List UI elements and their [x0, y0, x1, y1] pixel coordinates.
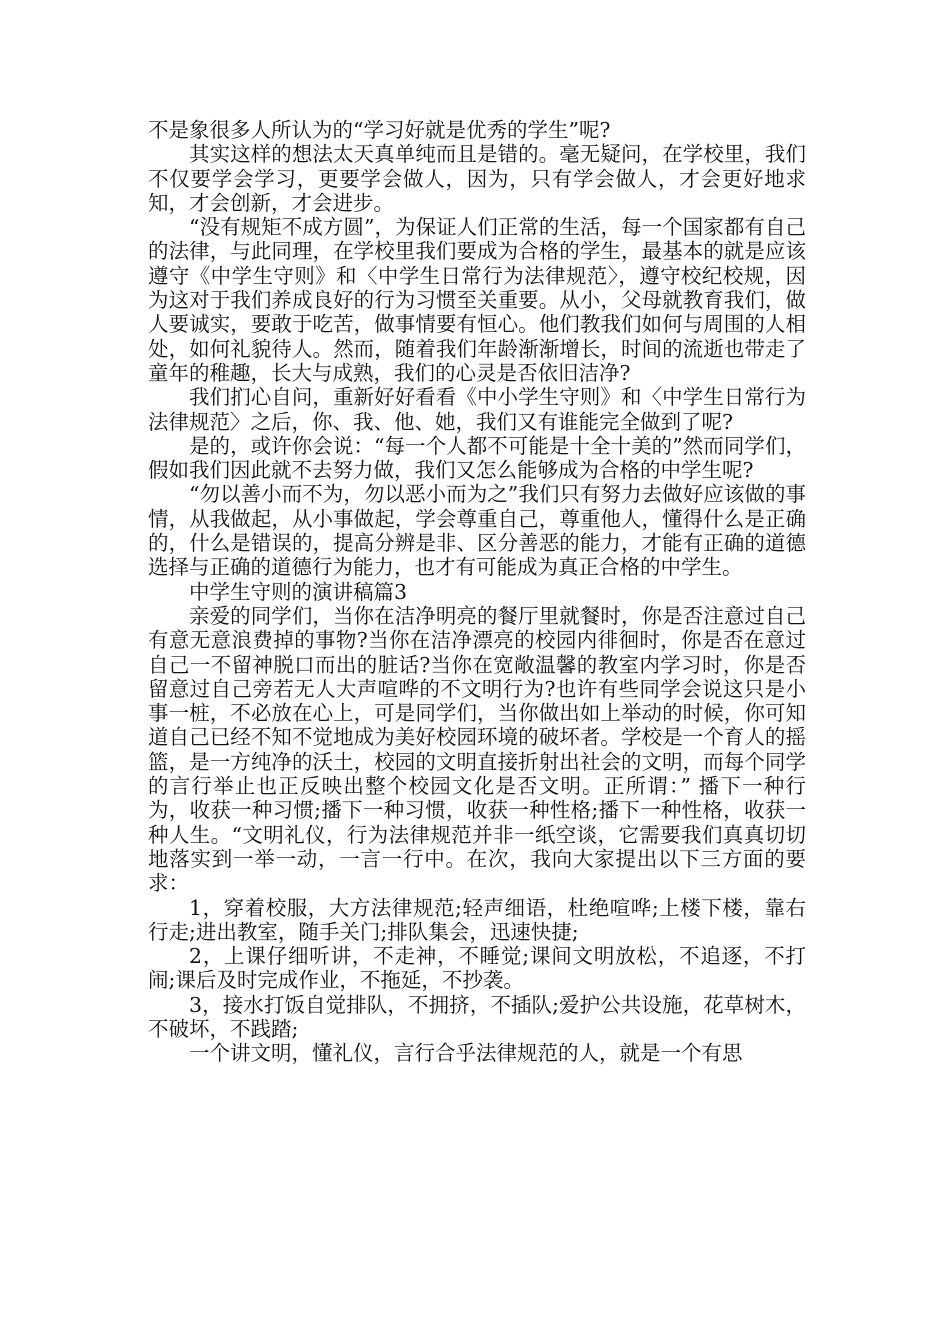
paragraph-dear-students: 亲爱的同学们，当你在洁净明亮的餐厅里就餐时，你是否注意过自己有意无意浪费掉的事物?当你在洁净漂亮的校园内徘徊时，你是否在意过自己一不留神脱口而出的脏话?当你在宽敞温馨的教室内学习时，你是否留意过自己旁若无人大声喧哗的不文明行为?也许有些同学会说这只是小事一桩，不必放在心上，可是同学们，当你做出如上举动的时候，你可知道自己已经不知不觉地成为美好校园环境的破坏者。学校是一个育人的摇篮，是一方纯净的沃土，校园的文明直接折射出社会的文明，而每个同学的言行举止也正反映出整个校园文化是否文明。正所谓：” 播下一种行为，收获一种习惯;播下一种习惯，收获一种性格;播下一种性格，收获一种人生。“文明礼仪，行为法律规范并非一纸空谈，它需要我们真真切切地落实到一举一动，一言一行中。在次，我向大家提出以下三方面的要求： — [148, 603, 806, 896]
list-item-2: 2，上课仔细听讲，不走神，不睡觉;课间文明放松，不追逐，不打闹;课后及时完成作业，不拖延，不抄袭。 — [148, 944, 806, 993]
section-heading: 中学生守则的演讲稿篇3 — [189, 579, 408, 604]
paragraph-continuation: 不是象很多人所认为的“学习好就是优秀的学生”呢? — [148, 118, 611, 142]
list-item-3: 3，接水打饭自觉排队，不拥挤，不插队;爱护公共设施，花草树木，不破坏，不践踏; — [148, 992, 806, 1041]
paragraph-self-reflection: 我们扪心自问，重新好好看看《中小学生守则》和〈中学生日常行为法律规范〉之后，你、我、他、她，我们又有谁能完全做到了呢? — [148, 385, 806, 434]
document-page — [148, 118, 806, 1066]
list-item-1: 1，穿着校服，大方法律规范;轻声细语，杜绝喧哗;上楼下楼，靠右行走;进出教室，随手关门;排队集会，迅速快捷; — [148, 895, 806, 944]
paragraph-do-good-deeds: “勿以善小而不为，勿以恶小而为之”我们只有努力去做好应该做的事情，从我做起，从小事做起，学会尊重自己，尊重他人，懂得什么是正确的，什么是错误的，提高分辨是非、区分善恶的能力，才能有正确的道德选择与正确的道德行为能力，也才有可能成为真正合格的中学生。 — [148, 482, 806, 580]
paragraph-nobody-perfect: 是的，或许你会说：“每一个人都不可能是十全十美的”然而同学们，假如我们因此就不去努力做，我们又怎么能够成为合格的中学生呢? — [148, 433, 806, 483]
paragraph-learn-to-be-human: 其实这样的想法太天真单纯而且是错的。毫无疑问，在学校里，我们不仅要学会学习，更要学会做人，因为，只有学会做人，才会更好地求知，才会创新，才会进步。 — [148, 142, 806, 215]
paragraph-closing-fragment: 一个讲文明，懂礼仪，言行合乎法律规范的人，就是一个有思 — [189, 1041, 743, 1066]
paragraph-rules-and-norms: “没有规矩不成方圆”，为保证人们正常的生活，每一个国家都有自己的法律，与此同理，在学校里我们要成为合格的学生，最基本的就是应该遵守《中学生守则》和〈中学生日常行为法律规范〉，遵守校纪校规，因为这对于我们养成良好的行为习惯至关重要。从小，父母就教育我们，做人要诚实，要敢于吃苦，做事情要有恒心。他们教我们如何与周围的人相处，如何礼貌待人。然而，随着我们年龄渐渐增长，时间的流逝也带走了童年的稚趣，长大与成熟，我们的心灵是否依旧洁净? — [148, 215, 806, 385]
